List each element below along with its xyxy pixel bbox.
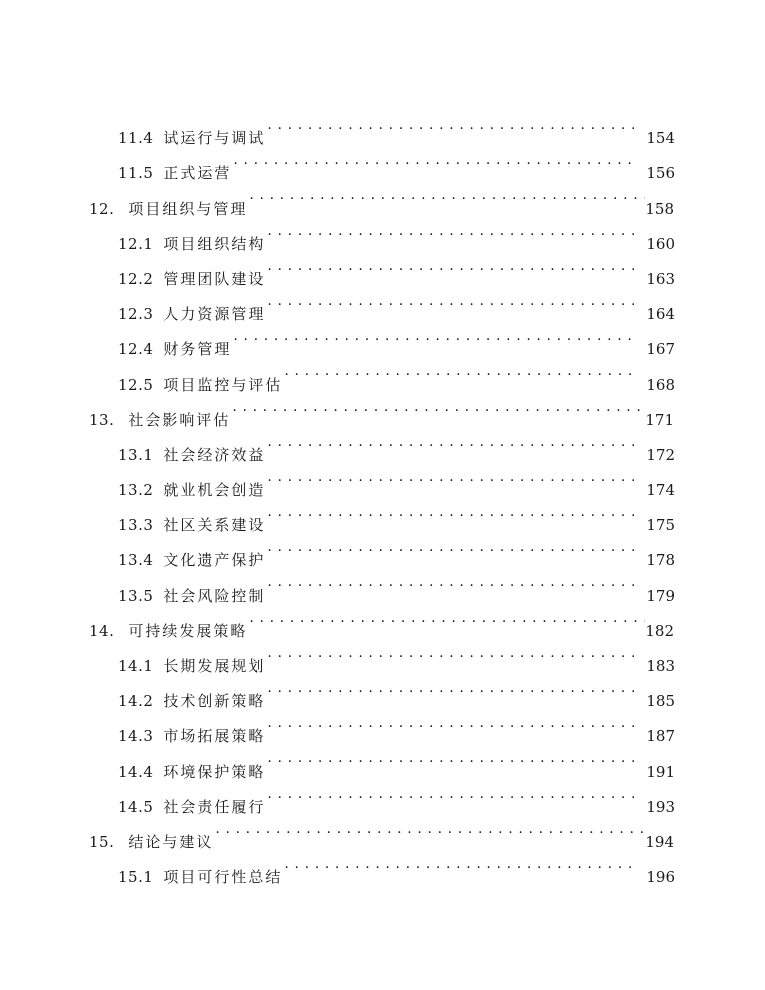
toc-dot-leader — [267, 671, 634, 706]
toc-entry-page: 154 — [646, 129, 675, 148]
toc-entry-number: 14.1 — [118, 657, 154, 675]
toc-entry-number: 11.4 — [118, 129, 154, 148]
toc-entry-number: 14. — [89, 621, 115, 640]
toc-entry-title: 社会经济效益 — [163, 445, 266, 464]
toc-entry-number: 12. — [89, 199, 115, 218]
toc-entry-page: 193 — [646, 797, 675, 816]
toc-entry-page: 164 — [646, 305, 675, 324]
toc-entry-page: 168 — [646, 375, 675, 394]
toc-entry-number: 12.2 — [118, 269, 154, 288]
toc-entry-page: 191 — [646, 762, 675, 781]
toc-entry[interactable] — [0, 108, 765, 148]
toc-entry-title: 项目可行性总结 — [163, 868, 283, 887]
toc-entry-title: 项目监控与评估 — [163, 375, 283, 394]
toc-entry-title: 环境保护策略 — [163, 762, 266, 781]
toc-dot-leader — [267, 284, 634, 319]
toc-entry-number: 12.3 — [118, 305, 154, 324]
toc-entry-number: 14.2 — [118, 692, 154, 711]
toc-entry-title: 社会影响评估 — [128, 410, 231, 429]
toc-entry-number: 12.4 — [118, 340, 154, 359]
toc-entry-page: 163 — [646, 269, 675, 288]
toc-dot-leader — [284, 847, 634, 882]
toc-entry-title: 就业机会创造 — [163, 481, 266, 500]
toc-entry-number: 13.4 — [118, 551, 154, 570]
toc-dot-leader — [267, 777, 634, 812]
toc-entry-title: 社会风险控制 — [163, 586, 266, 605]
toc-entry-title: 试运行与调试 — [163, 129, 266, 148]
toc-entry-page: 183 — [646, 657, 675, 675]
toc-entry-number: 13.1 — [118, 445, 154, 464]
toc-entry-title: 技术创新策略 — [163, 692, 266, 711]
toc-entry-number: 14.4 — [118, 762, 154, 781]
toc-entry-page: 158 — [645, 199, 674, 218]
table-of-contents — [0, 108, 765, 887]
toc-entry-number: 14.5 — [118, 797, 154, 816]
toc-entry-title: 长期发展规划 — [163, 657, 266, 675]
toc-entry-title: 管理团队建设 — [163, 269, 266, 288]
toc-dot-leader — [232, 390, 645, 425]
toc-entry-number: 13.5 — [118, 586, 154, 605]
toc-dot-leader — [267, 706, 634, 741]
toc-entry-title: 文化遗产保护 — [163, 551, 266, 570]
toc-entry-title: 社区关系建设 — [163, 516, 266, 535]
toc-entry-page: 174 — [646, 481, 675, 500]
toc-dot-leader — [267, 495, 634, 530]
toc-entry-title: 社会责任履行 — [163, 797, 266, 816]
toc-dot-leader — [267, 425, 634, 460]
toc-dot-leader — [267, 214, 634, 249]
toc-entry-page: 194 — [645, 832, 674, 851]
toc-entry-title: 正式运营 — [163, 164, 232, 183]
toc-dot-leader — [233, 143, 634, 178]
toc-entry-number: 15. — [89, 832, 115, 851]
toc-dot-leader — [267, 530, 634, 565]
toc-entry-page: 171 — [645, 410, 674, 429]
toc-entry-title: 财务管理 — [163, 340, 232, 359]
toc-dot-leader — [233, 319, 634, 354]
toc-dot-leader — [267, 636, 634, 671]
toc-entry-title: 可持续发展策略 — [128, 621, 248, 640]
toc-entry-page: 172 — [646, 445, 675, 464]
toc-entry-number: 13. — [89, 410, 115, 429]
toc-entry-number: 15.1 — [118, 868, 154, 887]
toc-dot-leader — [284, 354, 634, 389]
toc-entry-title: 项目组织与管理 — [128, 199, 248, 218]
toc-entry-page: 178 — [646, 551, 675, 570]
toc-entry-number: 13.3 — [118, 516, 154, 535]
toc-dot-leader — [267, 249, 634, 284]
toc-dot-leader — [267, 460, 634, 495]
toc-entry-page: 167 — [646, 340, 675, 359]
toc-entry-page: 187 — [646, 727, 675, 746]
toc-entry-page: 196 — [646, 868, 675, 887]
toc-entry-page: 185 — [646, 692, 675, 711]
toc-entry-page: 182 — [645, 621, 674, 640]
toc-dot-leader — [267, 741, 634, 776]
toc-entry-number: 11.5 — [118, 164, 154, 183]
toc-entry-page: 175 — [646, 516, 675, 535]
toc-entry-number: 13.2 — [118, 481, 154, 500]
toc-entry-page: 179 — [646, 586, 675, 605]
toc-dot-leader — [267, 565, 634, 600]
toc-entry-title: 人力资源管理 — [163, 305, 266, 324]
toc-entry-number: 12.1 — [118, 234, 154, 253]
toc-dot-leader — [215, 812, 645, 847]
toc-entry-number: 12.5 — [118, 375, 154, 394]
toc-entry-number: 14.3 — [118, 727, 154, 746]
toc-entry-page: 160 — [646, 234, 675, 253]
toc-entry-title: 项目组织结构 — [163, 234, 266, 253]
toc-dot-leader — [249, 601, 645, 636]
toc-entry-page: 156 — [646, 164, 675, 183]
toc-dot-leader — [267, 108, 634, 143]
toc-dot-leader — [249, 178, 645, 213]
toc-entry-title: 市场拓展策略 — [163, 727, 266, 746]
toc-entry-title: 结论与建议 — [128, 832, 214, 851]
